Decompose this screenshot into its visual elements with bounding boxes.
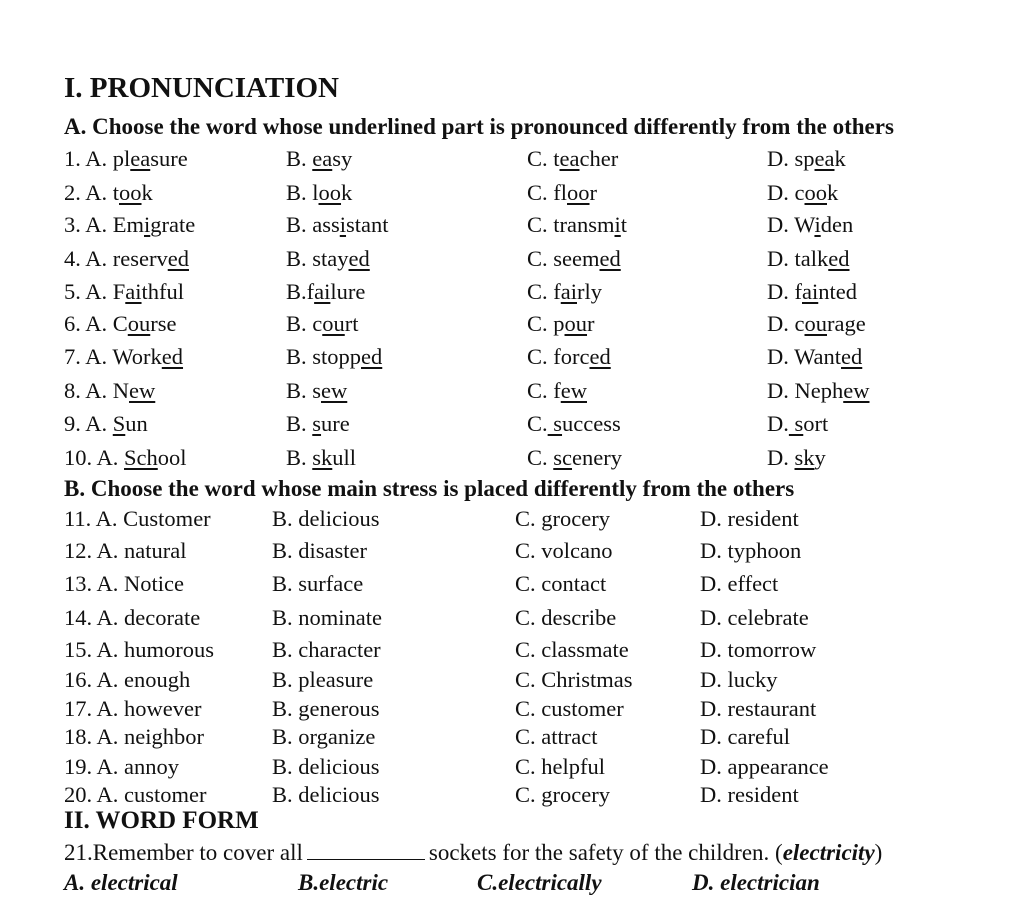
question-21-hint: electricity bbox=[782, 840, 875, 865]
option-b[interactable]: B. stayed bbox=[286, 246, 370, 271]
option-a[interactable]: 5. A. Faithful bbox=[64, 279, 185, 304]
question-21 bbox=[64, 840, 882, 866]
option-b[interactable]: B. sew bbox=[286, 378, 348, 403]
option-c[interactable]: C. customer bbox=[515, 696, 624, 721]
word-form-heading: II. WORD FORM bbox=[64, 807, 259, 834]
option-d[interactable]: D. Widen bbox=[767, 212, 854, 237]
option-a[interactable]: 4. A. reserved bbox=[64, 246, 189, 271]
option-a[interactable]: 1. A. pleasure bbox=[64, 146, 188, 171]
option-a[interactable]: 16. A. enough bbox=[64, 667, 191, 692]
option-a[interactable]: 2. A. took bbox=[64, 180, 153, 205]
option-b[interactable]: B. skull bbox=[286, 445, 357, 470]
option-a[interactable]: 6. A. Course bbox=[64, 311, 177, 336]
stress-row bbox=[0, 637, 1024, 667]
option-d[interactable]: D. speak bbox=[767, 146, 846, 171]
option-b[interactable]: B. sure bbox=[286, 411, 350, 436]
pronunciation-row bbox=[0, 279, 1024, 309]
option-c[interactable]: C. classmate bbox=[515, 637, 629, 662]
stress-row bbox=[0, 696, 1024, 726]
option-c[interactable]: C. scenery bbox=[527, 445, 622, 470]
option-c[interactable]: C. teacher bbox=[527, 146, 619, 171]
option-d[interactable]: D. restaurant bbox=[700, 696, 817, 721]
option-c[interactable]: C. volcano bbox=[515, 538, 613, 563]
option-b[interactable]: B.electric bbox=[298, 870, 389, 895]
option-a[interactable]: 17. A. however bbox=[64, 696, 202, 721]
option-a[interactable]: 7. A. Worked bbox=[64, 344, 184, 369]
pronunciation-row bbox=[0, 411, 1024, 441]
option-d[interactable]: D. cook bbox=[767, 180, 839, 205]
option-b[interactable]: B. nominate bbox=[272, 605, 382, 630]
option-c[interactable]: C. success bbox=[527, 411, 621, 436]
option-a[interactable]: 18. A. neighbor bbox=[64, 724, 204, 749]
option-a[interactable]: 14. A. decorate bbox=[64, 605, 201, 630]
option-c[interactable]: C. pour bbox=[527, 311, 595, 336]
option-a[interactable]: 20. A. customer bbox=[64, 782, 207, 807]
option-d[interactable]: D. celebrate bbox=[700, 605, 809, 630]
pronunciation-row bbox=[0, 311, 1024, 341]
option-a[interactable]: A. electrical bbox=[64, 870, 178, 895]
option-d[interactable]: D. appearance bbox=[700, 754, 829, 779]
option-d[interactable]: D. resident bbox=[700, 782, 799, 807]
option-b[interactable]: B. surface bbox=[272, 571, 364, 596]
option-a[interactable]: 19. A. annoy bbox=[64, 754, 179, 779]
pronunciation-row bbox=[0, 378, 1024, 408]
option-b[interactable]: B. character bbox=[272, 637, 381, 662]
pronunciation-row bbox=[0, 212, 1024, 242]
option-d[interactable]: D. typhoon bbox=[700, 538, 802, 563]
option-d[interactable]: D. Nephew bbox=[767, 378, 870, 403]
option-b[interactable]: B. organize bbox=[272, 724, 376, 749]
option-b[interactable]: B. look bbox=[286, 180, 353, 205]
answer-blank[interactable] bbox=[307, 841, 425, 860]
option-d[interactable]: D. sky bbox=[767, 445, 826, 470]
option-a[interactable]: 13. A. Notice bbox=[64, 571, 184, 596]
option-a[interactable]: 9. A. Sun bbox=[64, 411, 148, 436]
option-c[interactable]: C. floor bbox=[527, 180, 598, 205]
option-d[interactable]: D. fainted bbox=[767, 279, 857, 304]
option-c[interactable]: C. grocery bbox=[515, 506, 610, 531]
stress-row bbox=[0, 667, 1024, 697]
section-a-heading: A. Choose the word whose underlined part is pronounced differently from the others bbox=[64, 114, 894, 139]
question-21-end: sockets for the safety of the children. ( bbox=[428, 840, 783, 865]
option-b[interactable]: B. delicious bbox=[272, 754, 380, 779]
option-b[interactable]: B. stopped bbox=[286, 344, 383, 369]
option-b[interactable]: B.failure bbox=[286, 279, 366, 304]
option-a[interactable]: 15. A. humorous bbox=[64, 637, 215, 662]
option-b[interactable]: B. court bbox=[286, 311, 359, 336]
option-c[interactable]: C. seemed bbox=[527, 246, 621, 271]
option-c[interactable]: C. helpful bbox=[515, 754, 605, 779]
option-c[interactable]: C. transmit bbox=[527, 212, 628, 237]
option-d[interactable]: D. sort bbox=[767, 411, 829, 436]
stress-row bbox=[0, 538, 1024, 568]
option-b[interactable]: B. generous bbox=[272, 696, 380, 721]
stress-row bbox=[0, 724, 1024, 754]
stress-row bbox=[0, 605, 1024, 635]
question-21-start: 21.Remember to cover all bbox=[64, 840, 303, 865]
option-a[interactable]: 3. A. Emigrate bbox=[64, 212, 196, 237]
option-d[interactable]: D. talked bbox=[767, 246, 850, 271]
option-b[interactable]: B. delicious bbox=[272, 782, 380, 807]
stress-row bbox=[0, 571, 1024, 601]
option-d[interactable]: D. careful bbox=[700, 724, 790, 749]
option-c[interactable]: C. grocery bbox=[515, 782, 610, 807]
option-d[interactable]: D. effect bbox=[700, 571, 779, 596]
option-d[interactable]: D. tomorrow bbox=[700, 637, 817, 662]
pronunciation-row bbox=[0, 146, 1024, 176]
option-c[interactable]: C. contact bbox=[515, 571, 607, 596]
option-d[interactable]: D. Wanted bbox=[767, 344, 863, 369]
option-a[interactable]: 12. A. natural bbox=[64, 538, 187, 563]
option-c[interactable]: C.electrically bbox=[477, 870, 602, 895]
option-b[interactable]: B. delicious bbox=[272, 506, 380, 531]
option-b[interactable]: B. assistant bbox=[286, 212, 389, 237]
option-a[interactable]: 10. A. School bbox=[64, 445, 187, 470]
pronunciation-row bbox=[0, 445, 1024, 475]
option-d[interactable]: D. lucky bbox=[700, 667, 778, 692]
stress-row bbox=[0, 754, 1024, 784]
question-21-close: ) bbox=[874, 840, 883, 865]
option-a[interactable]: 8. A. New bbox=[64, 378, 156, 403]
option-d[interactable]: D. courage bbox=[767, 311, 866, 336]
pronunciation-row bbox=[0, 344, 1024, 374]
option-c[interactable]: C. describe bbox=[515, 605, 617, 630]
stress-row bbox=[0, 506, 1024, 536]
option-b[interactable]: B. disaster bbox=[272, 538, 367, 563]
option-b[interactable]: B. pleasure bbox=[272, 667, 374, 692]
option-d[interactable]: D. electrician bbox=[692, 870, 820, 895]
section-b-heading: B. Choose the word whose main stress is placed differently from the others bbox=[64, 476, 795, 501]
option-b[interactable]: B. easy bbox=[286, 146, 353, 171]
pronunciation-row bbox=[0, 180, 1024, 210]
option-c[interactable]: C. forced bbox=[527, 344, 611, 369]
option-c[interactable]: C. fairly bbox=[527, 279, 602, 304]
pronunciation-row bbox=[0, 246, 1024, 276]
option-d[interactable]: D. resident bbox=[700, 506, 799, 531]
option-c[interactable]: C. Christmas bbox=[515, 667, 633, 692]
page-title: I. PRONUNCIATION bbox=[64, 72, 339, 104]
option-a[interactable]: 11. A. Customer bbox=[64, 506, 211, 531]
option-c[interactable]: C. few bbox=[527, 378, 587, 403]
option-c[interactable]: C. attract bbox=[515, 724, 598, 749]
